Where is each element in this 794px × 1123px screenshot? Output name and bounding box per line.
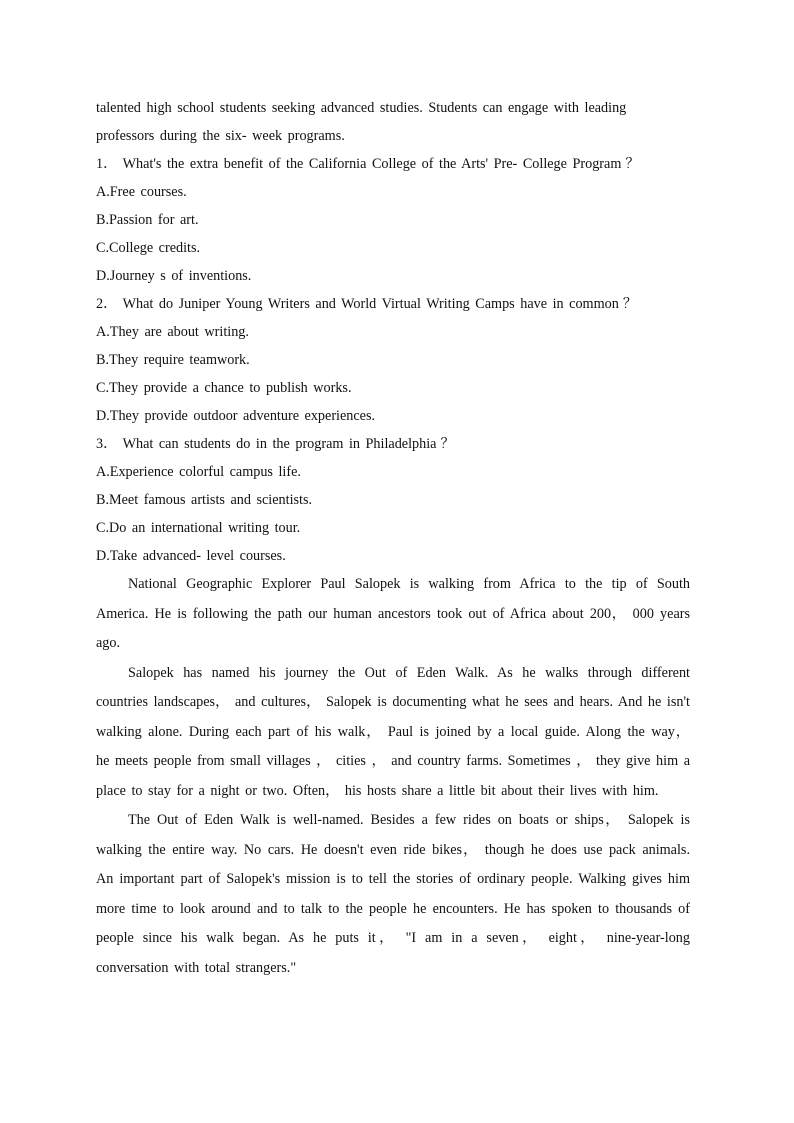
answer-option: B.Passion for art. (96, 212, 199, 228)
question-stem (96, 290, 690, 318)
question-block (96, 290, 690, 430)
answer-option: C.College credits. (96, 240, 201, 256)
question-stem (96, 150, 690, 178)
passage-paragraph: The Out of Eden Walk is well-named. Besides a few rides on boats or ships， Salopek is walking the entire way. No cars. He doesn't even ride bikes， though he does use pack animals. An important part of Salopek's mission is to tell the stories of ordinary people. Walking gives him more time to look around and to talk to the people he encounters. He has spoken to thousands of people since his walk began. As he puts it， "I am in a seven， eight， nine-year-long conversation with total strangers." (96, 812, 690, 976)
question-mark: ？ (440, 436, 455, 452)
question-text: What do Juniper Young Writers and World Virtual Writing Camps have in common (122, 296, 619, 312)
question-text: What can students do in the program in Philadelphia (122, 436, 437, 452)
intro-line: professors during the six- week programs. (96, 128, 345, 144)
intro-line: talented high school students seeking advanced studies. Students can engage with leading (96, 100, 627, 116)
answer-option: D.They provide outdoor adventure experiences. (96, 408, 376, 424)
answer-option: A.They are about writing. (96, 324, 249, 340)
question-number: 2． (96, 296, 118, 312)
answer-option: D.Journey s of inventions. (96, 268, 252, 284)
passage-paragraph: National Geographic Explorer Paul Salopek is walking from Africa to the tip of South America. He is following the path our human ancestors took out of Africa about 200， 000 years ago. (96, 576, 690, 651)
question-number: 3． (96, 436, 118, 452)
question-stem (96, 430, 690, 458)
question-number: 1． (96, 156, 118, 172)
answer-option: D.Take advanced- level courses. (96, 548, 286, 564)
answer-option: B.They require teamwork. (96, 352, 250, 368)
question-text: What's the extra benefit of the California College of the Arts' Pre- College Program (122, 156, 622, 172)
reading-passage (96, 570, 690, 983)
question-block (96, 430, 690, 570)
question-block (96, 150, 690, 290)
answer-option: C.Do an international writing tour. (96, 520, 301, 536)
question-mark: ？ (625, 156, 640, 172)
answer-option: A.Free courses. (96, 184, 187, 200)
answer-option: A.Experience colorful campus life. (96, 464, 301, 480)
passage-paragraph: Salopek has named his journey the Out of Eden Walk. As he walks through different countries landscapes， and cultures， Salopek is documenting what he sees and hears. And he isn't walking alone. During each part of his walk， Paul is joined by a local guide. Along the way， he meets people from small villages ， cities ， and country farms. Sometimes ， they give him a place to stay for a night or two. Often， his hosts share a little bit about their lives with him. (96, 664, 690, 799)
answer-option: B.Meet famous artists and scientists. (96, 492, 313, 508)
question-mark: ？ (622, 296, 637, 312)
document-content (96, 94, 690, 983)
answer-option: C.They provide a chance to publish works. (96, 380, 352, 396)
